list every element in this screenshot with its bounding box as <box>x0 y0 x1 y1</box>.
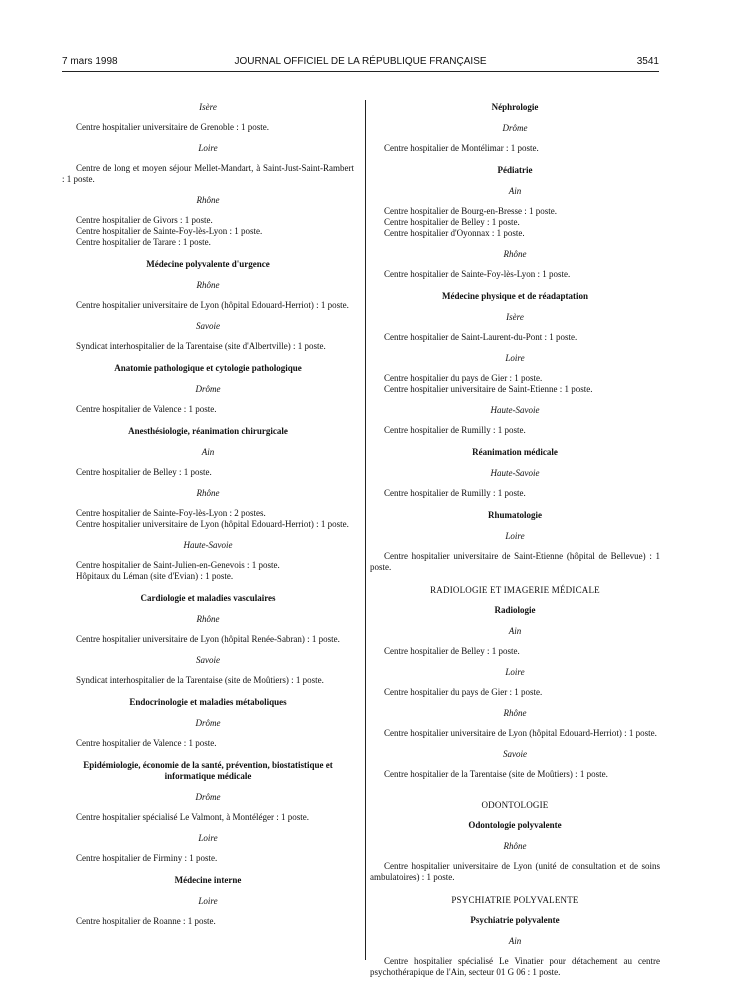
dept-heading: Haute-Savoie <box>490 405 540 415</box>
dept-heading: Drôme <box>195 384 221 394</box>
dept-heading: Drôme <box>502 123 528 133</box>
specialty-heading: Odontologie polyvalente <box>468 820 562 830</box>
post-entry: Centre hospitalier universitaire de Lyon (unité de consultation et de soins ambulatoires) : 1 poste. <box>370 861 660 882</box>
dept-heading: Savoie <box>196 655 220 665</box>
post-entry: Centre hospitalier de Rumilly : 1 poste. <box>384 425 526 435</box>
dept-heading: Ain <box>508 186 522 196</box>
post-entry: Syndicat interhospitalier de la Tarentaise (site de Moûtiers) : 1 poste. <box>76 675 324 685</box>
specialty-heading: Anesthésiologie, réanimation chirurgicale <box>128 426 288 436</box>
dept-heading: Ain <box>201 447 215 457</box>
specialty-heading: Médecine interne <box>174 875 242 885</box>
post-entry: Centre de long et moyen séjour Mellet-Mandart, à Saint-Just-Saint-Rambert : 1 poste. <box>62 163 354 184</box>
dept-heading: Haute-Savoie <box>183 540 233 550</box>
specialty-heading: Pédiatrie <box>497 165 533 175</box>
specialty-heading: Médecine physique et de réadaptation <box>442 291 588 301</box>
post-entry: Centre hospitalier du pays de Gier : 1 poste. <box>384 373 543 383</box>
column-divider <box>365 100 366 960</box>
post-entry: Centre hospitalier de Valence : 1 poste. <box>76 738 217 748</box>
dept-heading: Loire <box>198 833 218 843</box>
dept-heading: Drôme <box>195 792 221 802</box>
dept-heading: Ain <box>508 626 522 636</box>
specialty-heading: Néphrologie <box>491 102 539 112</box>
post-entry: Centre hospitalier de Belley : 1 poste. <box>384 646 520 656</box>
post-entry: Syndicat interhospitalier de la Tarentaise (site d'Albertville) : 1 poste. <box>76 341 326 351</box>
post-entry: Centre hospitalier universitaire de Lyon (hôpital Renée-Sabran) : 1 poste. <box>76 634 340 644</box>
dept-heading: Isère <box>199 102 217 112</box>
dept-heading: Savoie <box>196 321 220 331</box>
post-entry: Centre hospitalier d'Oyonnax : 1 poste. <box>384 228 525 238</box>
dept-heading: Isère <box>506 312 524 322</box>
page-number: 3541 <box>636 56 659 67</box>
specialty-heading: Réanimation médicale <box>472 447 558 457</box>
left-column <box>62 102 354 927</box>
header-rule <box>62 71 659 72</box>
post-entry: Centre hospitalier de Firminy : 1 poste. <box>76 853 218 863</box>
post-entry: Centre hospitalier de Belley : 1 poste. <box>384 217 520 227</box>
dept-heading: Drôme <box>195 718 221 728</box>
page-header <box>62 56 659 70</box>
post-entry: Centre hospitalier de Tarare : 1 poste. <box>76 237 211 247</box>
post-entry: Centre hospitalier de la Tarentaise (site de Moûtiers) : 1 poste. <box>384 769 608 779</box>
post-entry: Centre hospitalier de Montélimar : 1 poste. <box>384 143 539 153</box>
section-heading: ODONTOLOGIE <box>481 800 549 810</box>
post-entry: Centre hospitalier de Saint-Julien-en-Genevois : 1 poste. <box>76 560 280 570</box>
post-entry: Centre hospitalier spécialisé Le Vinatier pour détachement au centre psychothérapique de l'Ain, secteur 01 G 06 : 1 poste. <box>370 956 660 977</box>
journal-title: JOURNAL OFFICIEL DE LA RÉPUBLIQUE FRANÇAISE <box>234 56 487 67</box>
post-entry: Centre hospitalier universitaire de Grenoble : 1 poste. <box>76 122 269 132</box>
specialty-heading: Rhumatologie <box>488 510 542 520</box>
specialty-heading: Epidémiologie, économie de la santé, prévention, biostatistique et informatique médicale <box>83 760 333 781</box>
dept-heading: Rhône <box>196 614 220 624</box>
issue-date: 7 mars 1998 <box>62 56 118 67</box>
post-entry: Centre hospitalier de Valence : 1 poste. <box>76 404 217 414</box>
dept-heading: Rhône <box>196 195 220 205</box>
dept-heading: Rhône <box>503 708 527 718</box>
post-entry: Centre hospitalier de Belley : 1 poste. <box>76 467 212 477</box>
section-heading: PSYCHIATRIE POLYVALENTE <box>451 895 579 905</box>
post-entry: Centre hospitalier de Sainte-Foy-lès-Lyon : 1 poste. <box>384 269 571 279</box>
dept-heading: Haute-Savoie <box>490 468 540 478</box>
dept-heading: Loire <box>505 531 525 541</box>
post-entry: Centre hospitalier de Givors : 1 poste. <box>76 215 213 225</box>
specialty-heading: Anatomie pathologique et cytologie pathologique <box>114 363 302 373</box>
dept-heading: Rhône <box>503 841 527 851</box>
post-entry: Centre hospitalier de Rumilly : 1 poste. <box>384 488 526 498</box>
post-entry: Centre hospitalier universitaire de Saint-Etienne (hôpital de Bellevue) : 1 poste. <box>370 551 660 572</box>
right-column <box>370 102 660 978</box>
post-entry: Centre hospitalier de Bourg-en-Bresse : 1 poste. <box>384 206 558 216</box>
dept-heading: Rhône <box>503 249 527 259</box>
dept-heading: Loire <box>505 353 525 363</box>
dept-heading: Rhône <box>196 488 220 498</box>
dept-heading: Loire <box>198 143 218 153</box>
post-entry: Centre hospitalier universitaire de Lyon (hôpital Edouard-Herriot) : 1 poste. <box>76 300 349 310</box>
specialty-heading: Radiologie <box>494 605 536 615</box>
specialty-heading: Endocrinologie et maladies métaboliques <box>129 697 287 707</box>
post-entry: Hôpitaux du Léman (site d'Evian) : 1 poste. <box>76 571 234 581</box>
post-entry: Centre hospitalier universitaire de Lyon (hôpital Edouard-Herriot) : 1 poste. <box>76 519 349 529</box>
post-entry: Centre hospitalier universitaire de Lyon (hôpital Edouard-Herriot) : 1 poste. <box>384 728 657 738</box>
dept-heading: Savoie <box>503 749 527 759</box>
specialty-heading: Médecine polyvalente d'urgence <box>146 259 270 269</box>
post-entry: Centre hospitalier du pays de Gier : 1 poste. <box>384 687 543 697</box>
dept-heading: Rhône <box>196 280 220 290</box>
post-entry: Centre hospitalier de Saint-Laurent-du-Pont : 1 poste. <box>384 332 578 342</box>
post-entry: Centre hospitalier de Roanne : 1 poste. <box>76 916 216 926</box>
dept-heading: Loire <box>198 896 218 906</box>
specialty-heading: Psychiatrie polyvalente <box>470 915 560 925</box>
dept-heading: Loire <box>505 667 525 677</box>
specialty-heading: Cardiologie et maladies vasculaires <box>140 593 276 603</box>
post-entry: Centre hospitalier universitaire de Saint-Etienne : 1 poste. <box>384 384 593 394</box>
post-entry: Centre hospitalier de Sainte-Foy-lès-Lyon : 2 postes. <box>76 508 266 518</box>
post-entry: Centre hospitalier spécialisé Le Valmont, à Montéléger : 1 poste. <box>76 812 310 822</box>
section-heading: RADIOLOGIE ET IMAGERIE MÉDICALE <box>430 585 600 595</box>
dept-heading: Ain <box>508 936 522 946</box>
post-entry: Centre hospitalier de Sainte-Foy-lès-Lyon : 1 poste. <box>76 226 263 236</box>
